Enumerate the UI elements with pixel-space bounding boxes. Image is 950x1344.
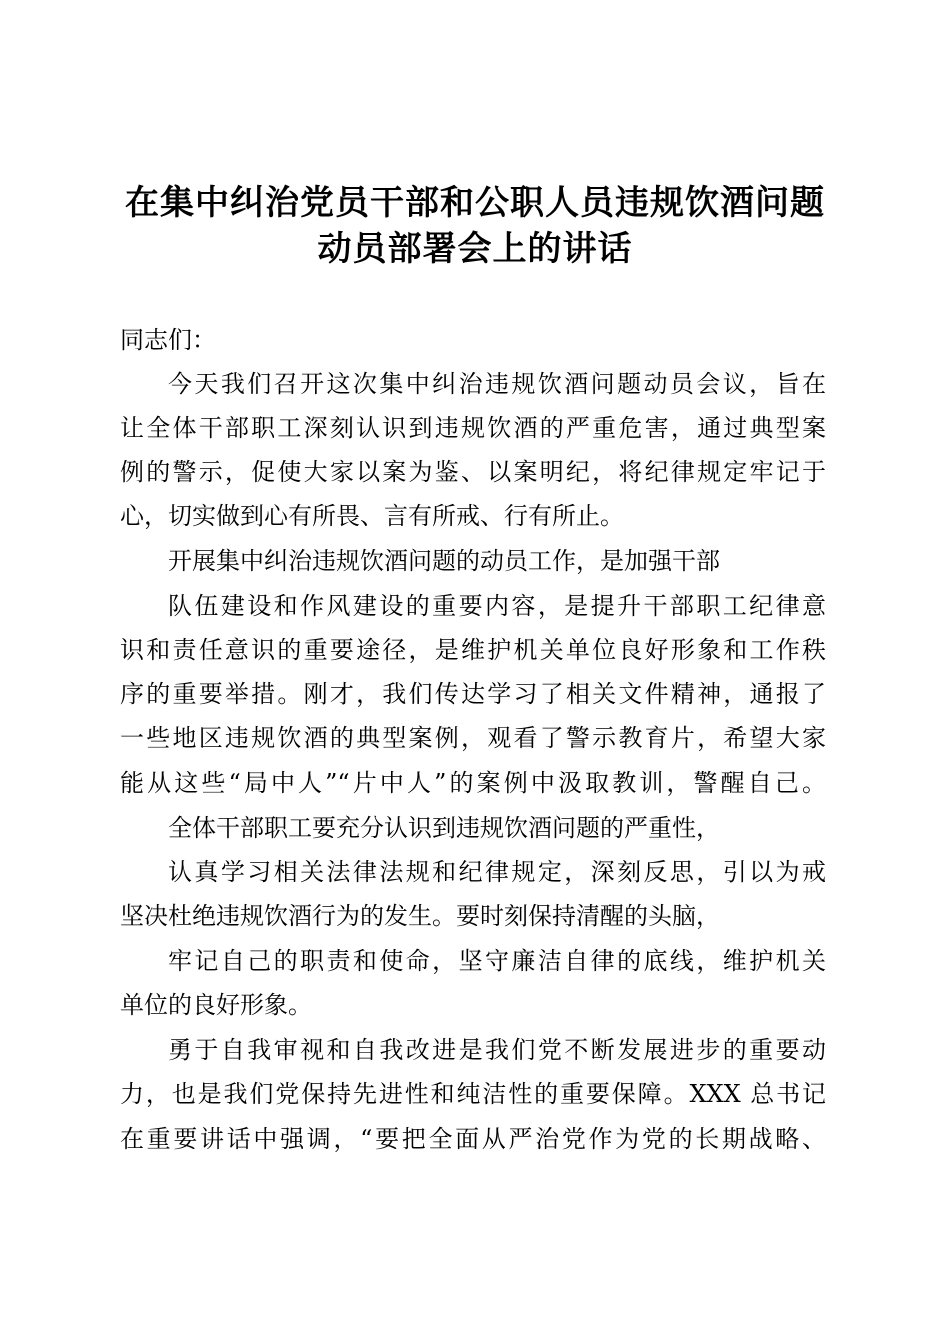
paragraph-line: 序的重要举措。刚才，我们传达学习了相关文件精神，通报了 — [120, 680, 826, 708]
paragraph-line: 牢记自己的职责和使命，坚守廉洁自律的底线，维护机关 — [168, 947, 826, 975]
paragraph-line: 例的警示，促使大家以案为鉴、以案明纪，将纪律规定牢记于 — [120, 458, 826, 486]
paragraph-line: 勇于自我审视和自我改进是我们党不断发展进步的重要动 — [168, 1036, 826, 1064]
paragraph-line: 心，切实做到心有所畏、言有所戒、行有所止。 — [120, 502, 624, 530]
paragraph-line: 开展集中纠治违规饮酒问题的动员工作，是加强干部 — [168, 547, 720, 575]
paragraph-line: 在重要讲话中强调，“要把全面从严治党作为党的长期战略、 — [120, 1125, 826, 1153]
paragraph-line: 认真学习相关法律法规和纪律规定，深刻反思，引以为戒 — [168, 858, 826, 886]
paragraph-line: 队伍建设和作风建设的重要内容，是提升干部职工纪律意 — [168, 592, 826, 620]
paragraph-line: 让全体干部职工深刻认识到违规饮酒的严重危害，通过典型案 — [120, 414, 826, 442]
paragraph-line: 今天我们召开这次集中纠治违规饮酒问题动员会议，旨在 — [168, 370, 826, 398]
salutation: 同志们： — [120, 326, 216, 354]
paragraph-line: 单位的良好形象。 — [120, 991, 312, 1019]
paragraph-line: 力，也是我们党保持先进性和纯洁性的重要保障。XXX 总书记 — [120, 1080, 826, 1108]
paragraph-line: 能从这些“局中人”“片中人”的案例中汲取教训，警醒自己。 — [120, 769, 826, 797]
document-title-line-2: 动员部署会上的讲话 — [317, 229, 633, 269]
paragraph-line: 一些地区违规饮酒的典型案例，观看了警示教育片，希望大家 — [120, 724, 826, 752]
paragraph-line: 坚决杜绝违规饮酒行为的发生。要时刻保持清醒的头脑， — [120, 902, 720, 930]
paragraph-line: 全体干部职工要充分认识到违规饮酒问题的严重性， — [168, 814, 720, 842]
paragraph-line: 识和责任意识的重要途径，是维护机关单位良好形象和工作秩 — [120, 636, 826, 664]
document-title-line-1: 在集中纠治党员干部和公职人员违规饮酒问题 — [125, 183, 825, 223]
